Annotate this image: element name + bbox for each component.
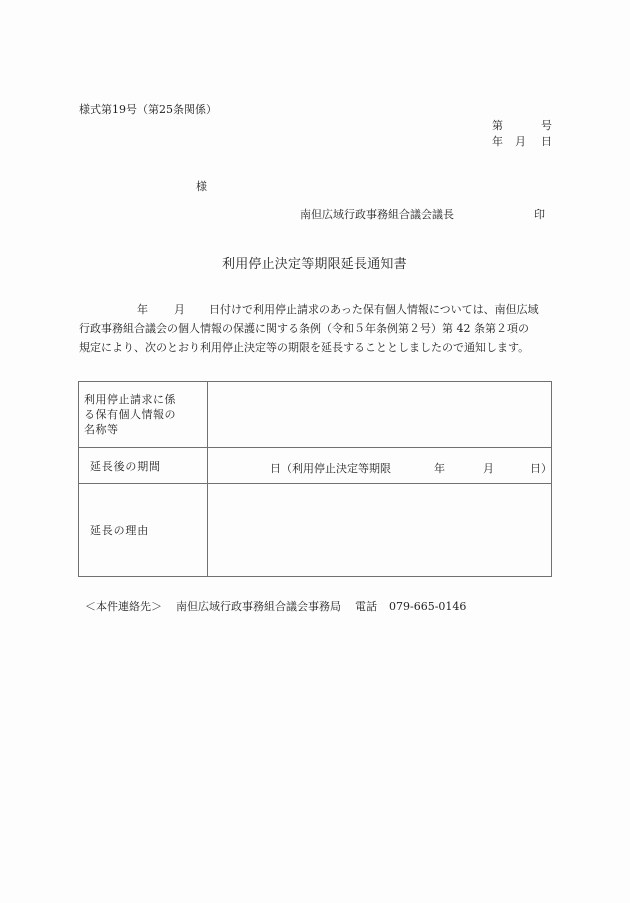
body-line-1-text: 日付けで利用停止請求のあった保有個人情報については、南但広域 bbox=[209, 303, 539, 316]
table-row bbox=[79, 484, 552, 577]
sender-name: 南但広域行政事務組合議会議長 bbox=[300, 208, 454, 221]
body-line-2: 行政事務組合議会の個人情報の保護に関する条例（令和５年条例第２号）第 42 条第２項の bbox=[79, 322, 529, 335]
recipient-suffix: 様 bbox=[196, 180, 207, 193]
contact-office: 南但広域行政事務組合議会事務局 bbox=[176, 600, 341, 613]
seal-mark: 印 bbox=[534, 208, 545, 221]
table-row bbox=[79, 448, 552, 484]
document-title: 利用停止決定等期限延長通知書 bbox=[222, 257, 407, 272]
info-name-value[interactable] bbox=[208, 382, 552, 448]
period-value[interactable] bbox=[208, 448, 552, 484]
reason-value[interactable] bbox=[208, 484, 552, 577]
number-prefix: 第 bbox=[492, 119, 503, 132]
body-month: 月 bbox=[174, 303, 185, 316]
form-number: 様式第19号（第25条関係） bbox=[79, 103, 217, 116]
info-table bbox=[78, 381, 552, 577]
table-row bbox=[79, 382, 552, 448]
body-line-3: 規定により、次のとおり利用停止決定等の期限を延長することとしましたので通知します。 bbox=[79, 341, 530, 354]
row-label-reason: 延長の理由 bbox=[79, 484, 208, 577]
row-label-info-name-text: 利用停止請求に係る保有個人情報の名称等 bbox=[84, 393, 176, 436]
body-year: 年 bbox=[137, 303, 148, 316]
period-days: 日（利用停止決定等期限 bbox=[270, 462, 391, 475]
date-year: 年 bbox=[492, 135, 503, 148]
period-month: 月 bbox=[483, 462, 494, 475]
number-suffix: 号 bbox=[541, 119, 552, 132]
contact-label: ＜本件連絡先＞ bbox=[85, 600, 162, 613]
phone-label: 電話 bbox=[355, 600, 377, 613]
date-month: 月 bbox=[515, 135, 526, 148]
phone-number: 079-665-0146 bbox=[389, 600, 467, 613]
period-year: 年 bbox=[434, 462, 445, 475]
date-day: 日 bbox=[541, 135, 552, 148]
contact-info bbox=[85, 601, 466, 612]
row-label-period: 延長後の期間 bbox=[79, 448, 208, 484]
row-label-info-name bbox=[79, 382, 208, 448]
period-day: 日） bbox=[530, 462, 552, 475]
